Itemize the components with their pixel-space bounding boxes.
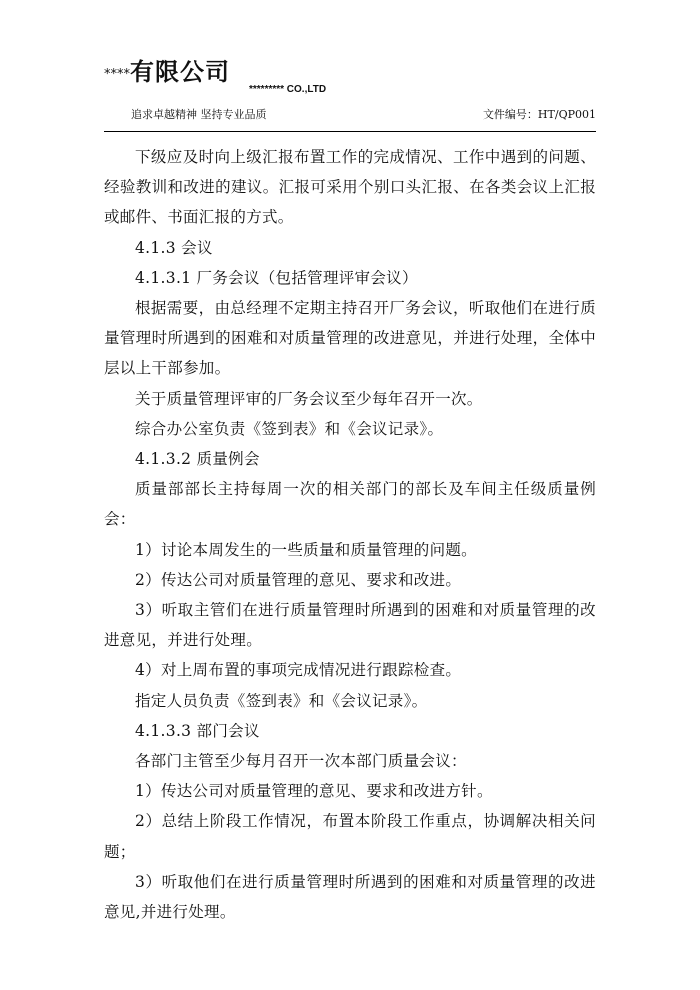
paragraph-designated-records: 指定人员负责《签到表》和《会议记录》。 [135,691,428,710]
list-item: 4）对上周布置的事项完成情况进行跟踪检查。 [135,661,462,680]
company-slogan: 追求卓越精神 坚持专业品质 [131,108,267,121]
company-prefix: **** [104,67,130,82]
paragraph-review-frequency: 关于质量管理评审的厂务会议至少每年召开一次。 [135,389,483,408]
list-item: 3）听取他们在进行质量管理时所遇到的困难和对质量管理的改进意见,并进行处理。 [104,872,596,922]
paragraph-office-records: 综合办公室负责《签到表》和《会议记录》。 [135,419,444,438]
document-number: 文件编号：HT/QP001 [482,108,596,121]
list-item: 1）讨论本周发生的一些质量和质量管理的问题。 [135,540,477,559]
paragraph-quality-meeting: 质量部部长主持每周一次的相关部门的部长及车间主任级质量例会： [104,480,596,529]
heading-meetings: 4.1.3 会议 [135,238,213,257]
list-item: 1）传达公司对质量管理的意见、要求和改进方针。 [135,782,493,801]
company-title [104,52,230,87]
list-item: 2）传达公司对质量管理的意见、要求和改进。 [135,570,462,589]
header-divider [104,131,596,132]
paragraph-factory-meeting: 根据需要，由总经理不定期主持召开厂务会议，听取他们在进行质量管理时所遇到的困难和对质量管理的改进意见，并进行处理，全体中层以上干部参加。 [104,299,596,378]
heading-quality-meeting: 4.1.3.2 质量例会 [135,450,260,469]
list-item: 3）听取主管们在进行质量管理时所遇到的困难和对质量管理的改进意见，并进行处理。 [104,601,596,650]
document-header [104,52,596,132]
heading-department-meeting: 4.1.3.3 部门会议 [135,721,260,740]
list-item: 2）总结上阶段工作情况，布置本阶段工作重点，协调解决相关问题； [104,812,596,861]
company-name: 有限公司 [130,58,230,86]
paragraph-reporting: 下级应及时向上级汇报布置工作的完成情况、工作中遇到的问题、经验教训和改进的建议。汇报可采用个别口头汇报、在各类会议上汇报或邮件、书面汇报的方式。 [104,148,596,227]
heading-factory-meeting: 4.1.3.1 厂务会议（包括管理评审会议） [135,268,418,287]
document-body [104,142,596,927]
company-english-name: ********* CO.,LTD [249,84,327,95]
paragraph-department-meeting: 各部门主管至少每月召开一次本部门质量会议： [135,752,467,771]
